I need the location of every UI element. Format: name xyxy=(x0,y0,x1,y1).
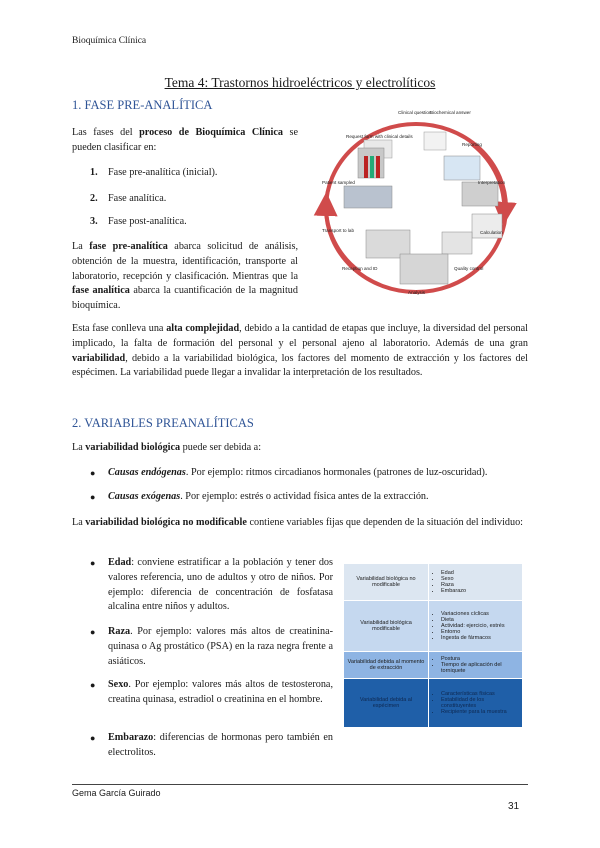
variability-intro: La variabilidad biológica puede ser debida a: xyxy=(72,442,262,453)
phase-list-text: Fase analítica. xyxy=(108,193,167,204)
plane-van-image xyxy=(344,186,392,208)
tube-icon xyxy=(376,156,380,178)
complexity-paragraph: Esta fase conlleva una alta complejidad, debido a la cantidad de etapas que incluye, la diversidad del personal implicado, la falta de formación del personal y el personal ajeno al laboratorio. Además de una gran variabilidad, debido a la variabilidad biológica, los factores del momento de extracción y los factores del espécimen. La variabilidad puede llegar a invalidar la interpretación de los resultados. xyxy=(72,323,528,379)
table-row xyxy=(344,601,523,652)
running-header: Bioquímica Clínica xyxy=(72,36,147,46)
bullet-icon: ● xyxy=(90,558,96,568)
bullet-item: ● Causas exógenas. Por ejemplo: estrés o actividad física antes de la extracción. xyxy=(108,490,528,505)
table-row xyxy=(344,652,523,679)
cycle-label: Analysis xyxy=(408,290,426,295)
lab-cycle-diagram xyxy=(312,104,530,300)
footer-author: Gema García Guirado xyxy=(72,788,161,798)
table-row xyxy=(344,679,523,728)
tube-icon xyxy=(364,156,368,178)
bullet-icon: ● xyxy=(90,627,96,637)
bullet-item: ● Embarazo: diferencias de hormonas pero también en electrolitos. xyxy=(90,732,333,758)
table-row xyxy=(344,564,523,601)
bullet-item: ● Raza. Por ejemplo: valores más altos de creatinina-quinasa o Ag prostático (PSA) en la raza negra frente a asiáticos. xyxy=(90,626,333,667)
bullet-icon: ● xyxy=(90,680,96,690)
intro-paragraph: Las fases del proceso de Bioquímica Clínica se pueden clasificar en: xyxy=(72,127,298,153)
table-row-items: • Edad • Sexo • Raza • Embarazo xyxy=(429,564,523,601)
cycle-label: Request form with clinical details xyxy=(346,134,413,139)
cycle-label: Transport to lab xyxy=(322,228,355,233)
phase-list-item: 2. xyxy=(90,193,98,204)
bullet-icon: ● xyxy=(90,733,96,743)
printer-image xyxy=(444,156,480,180)
cycle-label: Calculation xyxy=(480,230,503,235)
phase-list-item: 1. xyxy=(90,167,98,178)
qc-chart-image xyxy=(442,232,472,254)
variability-table xyxy=(343,563,523,728)
table-row-label: Variabilidad biológica no modificable xyxy=(344,564,429,601)
footer-divider xyxy=(72,784,528,785)
cycle-label: Patient sampled xyxy=(322,180,355,185)
cycle-label: Biochemical answer xyxy=(430,110,471,115)
phase-list-text: Fase pre-analítica (inicial). xyxy=(108,167,218,178)
table-row-label: Variabilidad biológica modificable xyxy=(344,601,429,652)
bullet-item: ● Edad: conviene estratificar a la población y tener dos valores referencia, uno de adultos y otro de niños. Por ejemplo: diferencia de concentración de fosfatasa alcalina entre niños y adultos. xyxy=(90,557,333,613)
page-title: Tema 4: Trastornos hidroeléctricos y electrolíticos xyxy=(164,75,436,90)
cycle-label: Reporting xyxy=(462,142,482,147)
cycle-label: Quality control xyxy=(454,266,484,271)
bullet-item: ● Sexo. Por ejemplo: valores más altos de testosterona, creatina quinasa, estradiol o creatinina en el hombre. xyxy=(90,679,333,705)
cycle-label: Clinical question xyxy=(398,110,432,115)
bullet-icon: ● xyxy=(90,468,96,478)
phases-paragraph: La fase pre-analítica abarca solicitud de análisis, obtención de la muestra, identificación, transporte al laboratorio, recepción y clasificación. Mientras que la fase analítica abarca la cuantificación de la magnitud bioquímica. xyxy=(72,241,298,312)
non-modifiable-paragraph: La variabilidad biológica no modificable contiene variables fijas que dependen de la situación del individuo: xyxy=(72,517,524,528)
tube-icon xyxy=(370,156,374,178)
report-image xyxy=(424,132,446,150)
page-number: 31 xyxy=(508,801,520,812)
bullet-item: ● Causas endógenas. Por ejemplo: ritmos circadianos hormonales (patrones de luz-oscuridad). xyxy=(108,466,528,481)
section-2-heading: 2. VARIABLES PREANALÍTICAS xyxy=(72,416,254,430)
phase-list-text: Fase post-analítica. xyxy=(108,216,187,227)
table-row-items: • Características físicas • Estabilidad de los constituyentes • Recipiente para la muestra xyxy=(429,679,523,728)
table-row-label: Variabilidad debida al momento de extracción xyxy=(344,652,429,679)
section-1-heading: 1. FASE PRE-ANALÍTICA xyxy=(72,98,213,112)
cycle-label: Interpretation xyxy=(478,180,506,185)
cycle-arrow xyxy=(326,204,360,272)
calculator-image xyxy=(462,182,498,206)
analyser-image xyxy=(400,254,448,284)
phase-list-item: 3. xyxy=(90,216,98,227)
table-row-items: • Variaciones cíclicas • Dieta • Actividad: ejercicio, estrés • Entorno • Ingesta de fármacos xyxy=(429,601,523,652)
cycle-label: Reception and ID xyxy=(342,266,378,271)
bullet-icon: ● xyxy=(90,492,96,502)
table-row-label: Variabilidad debida al espécimen xyxy=(344,679,429,728)
table-row-items: • Postura • Tiempo de aplicación del torniquete xyxy=(429,652,523,679)
